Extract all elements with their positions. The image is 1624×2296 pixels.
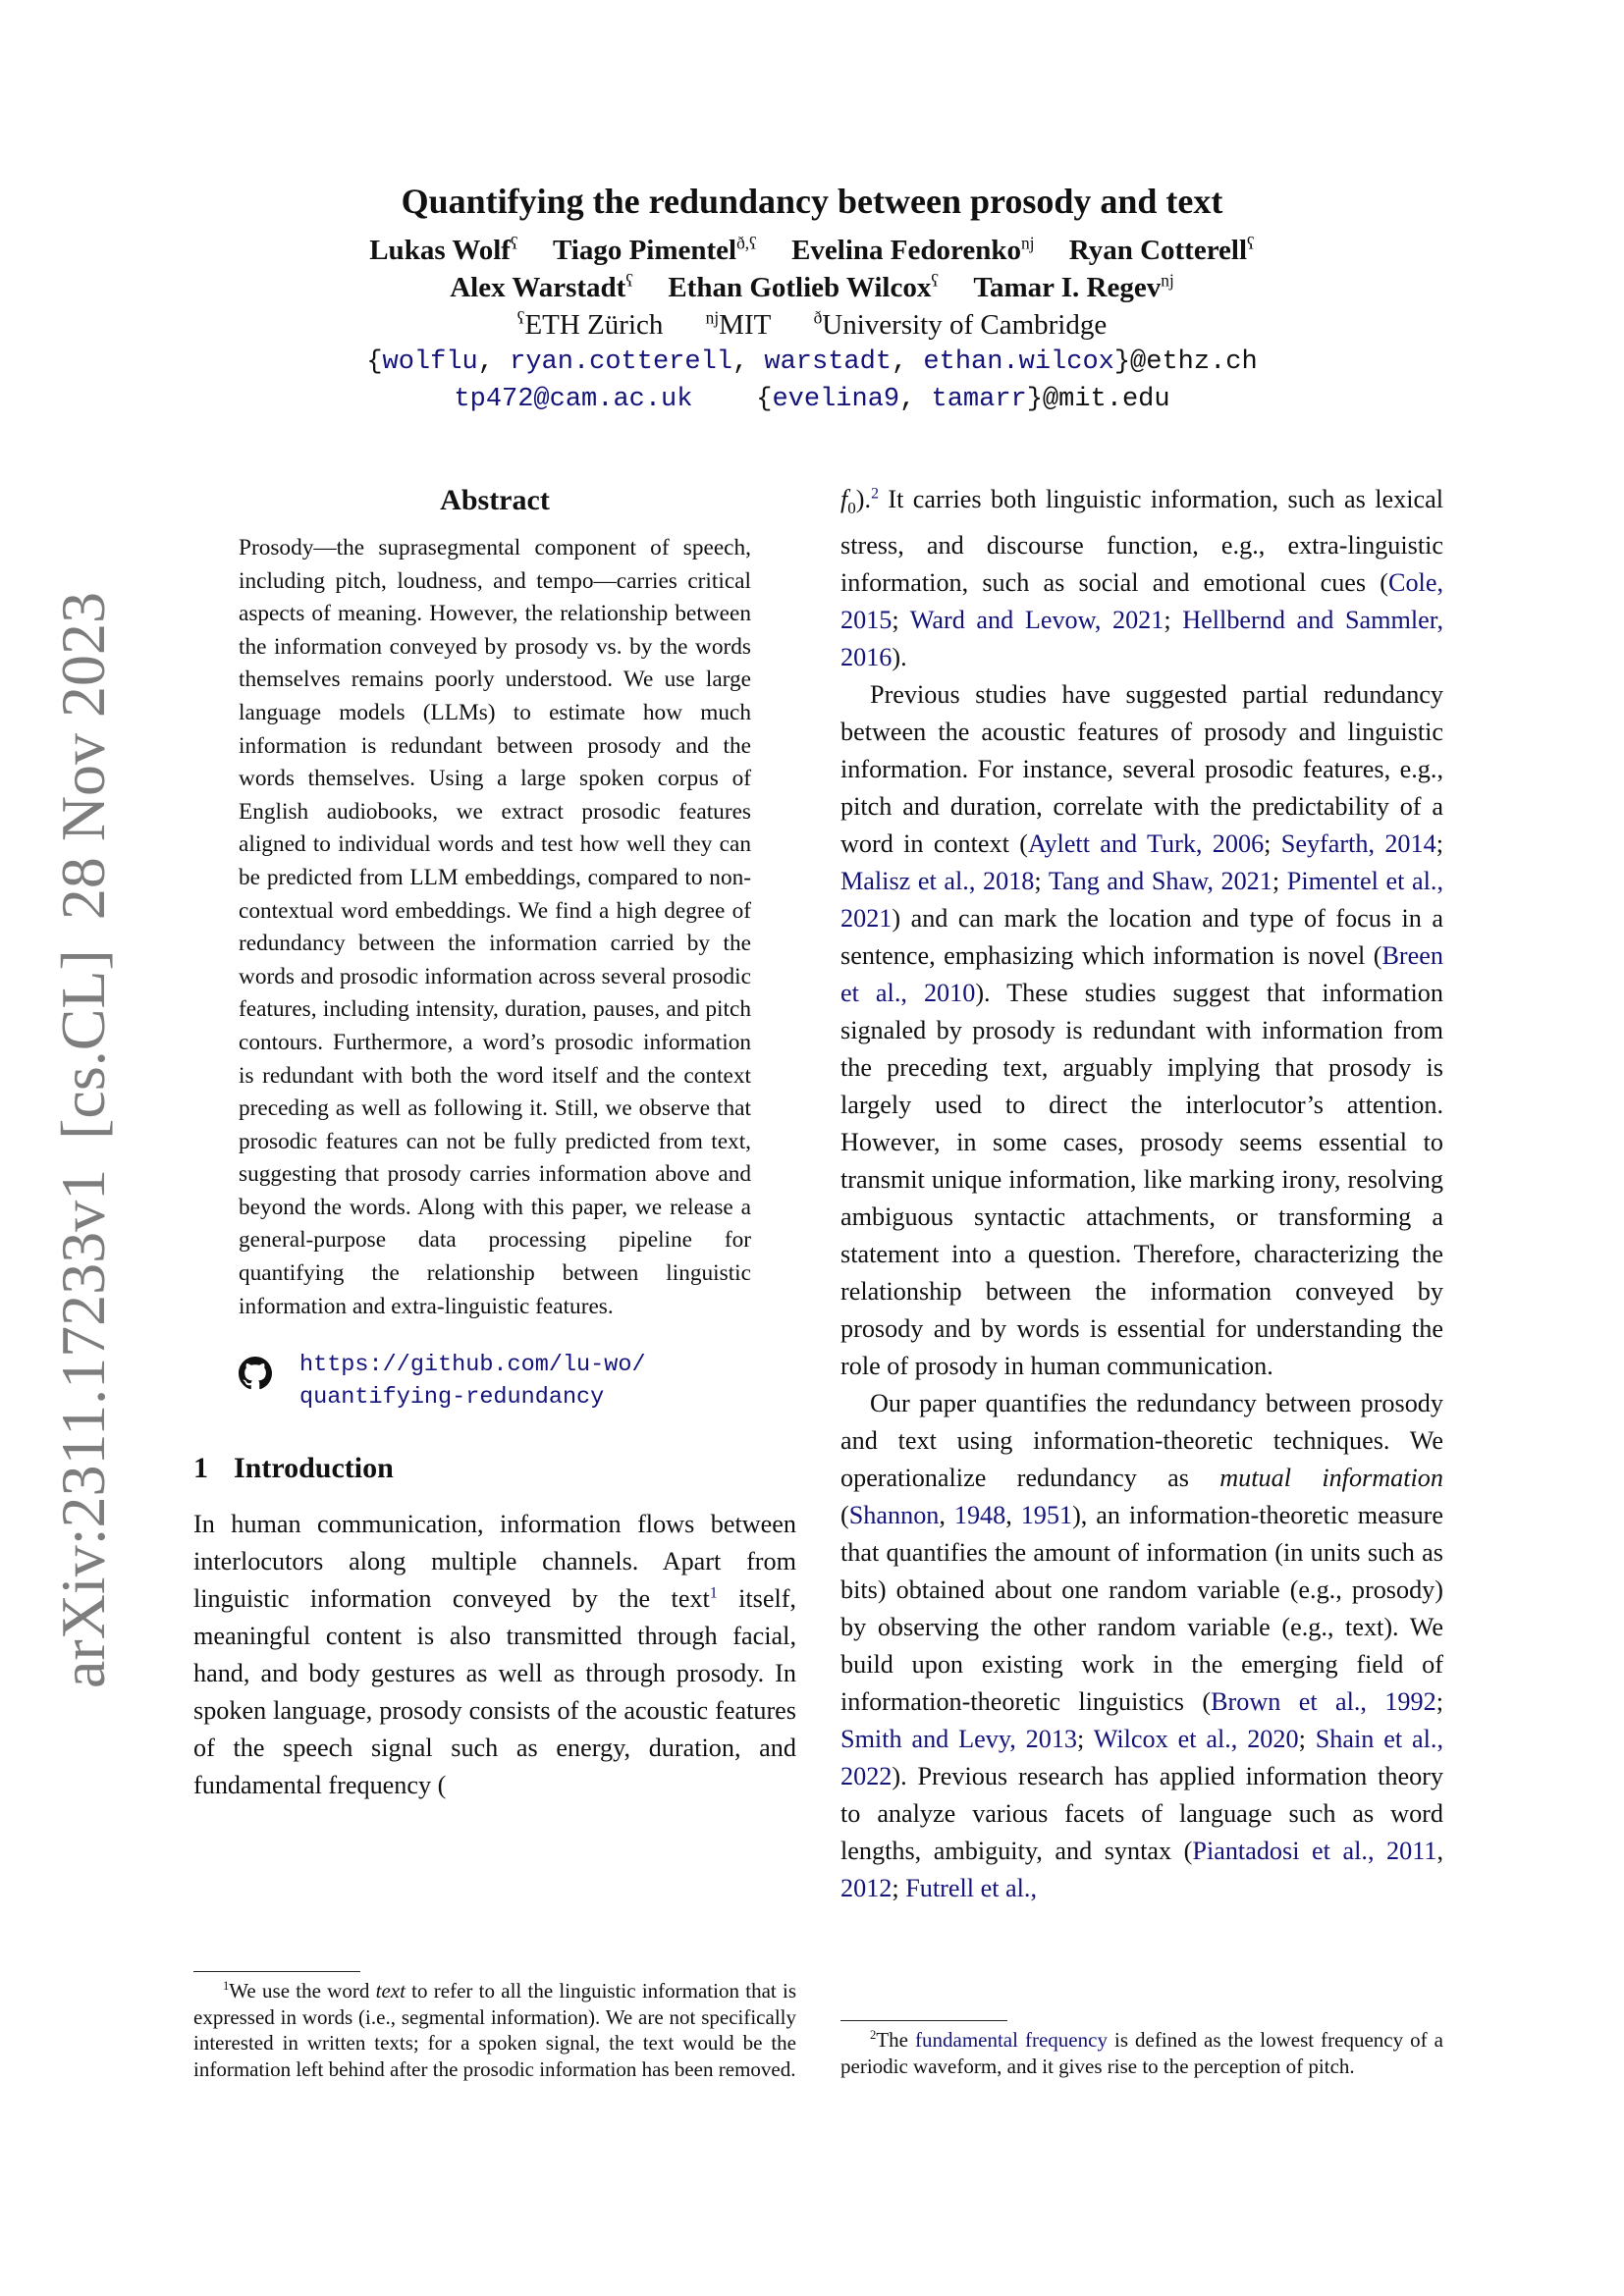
affiliation-mark: ʕ bbox=[1247, 233, 1255, 253]
author: Ethan Gotlieb Wilcox$^ʕ$ bbox=[668, 270, 940, 303]
intro-paragraph-3: Our paper quantifies the redundancy between prosody and text using information-theoretic techniques. We operationalize redundancy as mutual information (Shannon, 1948, 1951), an information-theoretic measure that quantifies the amount of information (in units such as bits) obtained about one random variable (e.g., prosody) by observing the other random variable (e.g., text). We build upon existing work in the emerging field of information-theoretic linguistics (Brown et al., 1992; Smith and Levy, 2013; Wilcox et al., 2020; Shain et al., 2022). Previous research has applied information theory to analyze various facets of language such as word lengths, ambiguity, and syntax (Piantadosi et al., 2011, 2012; Futrell et al., bbox=[840, 1389, 1444, 1903]
author: Lukas Wolf$^ʕ$ bbox=[369, 233, 518, 266]
citation-link[interactable]: Aylett and Turk, 2006 bbox=[1027, 829, 1265, 859]
citation-link[interactable]: Malisz et al., 2018 bbox=[840, 867, 1035, 896]
citation-link[interactable]: Shannon bbox=[848, 1501, 940, 1530]
affiliation: $^ǌ$MIT bbox=[705, 307, 772, 341]
footnote-ref-1[interactable]: 1 bbox=[709, 1584, 718, 1602]
citation-link[interactable]: Piantadosi et al., 2011 bbox=[1192, 1837, 1437, 1866]
email-link[interactable]: tamarr bbox=[931, 385, 1027, 414]
author: Alex Warstadt$^ʕ$ bbox=[450, 270, 634, 303]
section-heading-introduction: 1 Introduction bbox=[193, 1452, 394, 1485]
footnote-2: $^2$The fundamental frequency is defined as the lowest frequency of a periodic waveform, and it gives rise to the perception of pitch. bbox=[840, 2020, 1443, 2079]
abstract-heading: Abstract bbox=[440, 484, 550, 516]
affiliation: $^ð$University of Cambridge bbox=[813, 307, 1108, 341]
footnote-1: $^1$We use the word text to refer to all the linguistic information that is expressed in words (i.e., segmental information). We are not specifically interested in written texts; for a spoken signal, the text would be the information left behind after the prosodic information has been removed. bbox=[193, 1971, 796, 2082]
authors-line-1 bbox=[0, 232, 1624, 269]
affiliation-mark: ǌ bbox=[1021, 233, 1035, 253]
author: Ryan Cotterell$^ʕ$ bbox=[1068, 233, 1255, 266]
intro-paragraph-2: Previous studies have suggested partial redundancy between the acoustic features of prosody and linguistic information. For instance, several prosodic features, e.g., pitch and duration, correlate with the predictability of a word in context (Aylett and Turk, 2006; Seyfarth, 2014; Malisz et al., 2018; Tang and Shaw, 2021; Pimentel et al., 2021) and can mark the location and type of focus in a sentence, emphasizing which information is novel (Breen et al., 2010). These studies suggest that information signaled by prosody is redundant with information from the preceding text, arguably implying that prosody is largely used to direct the interlocutor’s attention. However, in some cases, prosody seems essential to transmit unique information, like marking irony, resolving ambiguous syntactic attachments, or transforming a statement into a question. Therefore, characterizing the relationship between the information conveyed by prosody and by words is essential for understanding the role of prosody in human communication. bbox=[840, 680, 1444, 1381]
footnote-ref-2[interactable]: 2 bbox=[871, 485, 879, 503]
footnote-rule bbox=[193, 1971, 360, 1972]
citation-link[interactable]: Cole, 2015 bbox=[840, 568, 1443, 635]
footnote-rule bbox=[840, 2020, 1007, 2021]
affiliation: $^ʕ$ETH Zürich bbox=[516, 307, 664, 341]
arxiv-category: [cs.CL] bbox=[48, 949, 118, 1140]
arxiv-side-stamp bbox=[29, 591, 137, 1688]
citation-link[interactable]: Wilcox et al., 2020 bbox=[1093, 1725, 1299, 1754]
citation-link[interactable]: Shain et al., 2022 bbox=[840, 1725, 1443, 1791]
affiliation-mark: ð,ʕ bbox=[736, 233, 757, 253]
citation-link[interactable]: Futrell et al., bbox=[905, 1874, 1038, 1903]
paper-header bbox=[0, 177, 1624, 418]
github-link-row bbox=[239, 1349, 751, 1414]
affiliation-mark: ʕ bbox=[625, 270, 634, 291]
citation-link[interactable]: Smith and Levy, 2013 bbox=[840, 1725, 1078, 1754]
citation-link[interactable]: Brown et al., 1992 bbox=[1211, 1687, 1436, 1717]
email-link[interactable]: evelina9 bbox=[772, 385, 900, 414]
email-link[interactable]: ethan.wilcox bbox=[923, 347, 1114, 377]
author: Evelina Fedorenko$^ǌ$ bbox=[791, 233, 1035, 266]
email-link[interactable]: tp472@cam.ac.uk bbox=[454, 385, 693, 414]
email-link[interactable]: warstadt bbox=[764, 347, 893, 377]
citation-link[interactable]: Breen et al., 2010 bbox=[840, 941, 1443, 1008]
citation-link[interactable]: Tang and Shaw, 2021 bbox=[1048, 867, 1272, 896]
github-icon bbox=[239, 1357, 272, 1390]
citation-link[interactable]: 2012 bbox=[840, 1874, 893, 1903]
author: Tiago Pimentel$^{ð,ʕ}$ bbox=[552, 233, 757, 266]
arxiv-id: arXiv:2311.17233v1 bbox=[48, 1168, 118, 1688]
abstract-text: Prosody—the suprasegmental component of speech, including pitch, loudness, and tempo—carries critical aspects of meaning. However, the relationship between the information conveyed by prosody vs. by the words themselves remains poorly understood. We use large language models (LLMs) to estimate how much information is redundant between prosody and the words themselves. Using a large spoken corpus of English audiobooks, we extract prosodic features aligned to individual words and test how well they can be predicted from LLM embeddings, compared to non-contextual word embeddings. We find a high degree of redundancy between the information carried by the words and prosodic information across several prosodic features, including intensity, duration, pauses, and pitch contours. Furthermore, a word’s prosodic information is redundant with both the word itself and the context preceding as well as following it. Still, we observe that prosodic features can not be fully predicted from text, suggesting that prosody carries information above and beyond the words. Along with this paper, we release a general-purpose data processing pipeline for quantifying the relationship between linguistic information and extra-linguistic features. bbox=[239, 535, 751, 1319]
abstract bbox=[239, 481, 751, 1414]
citation-link[interactable]: Hellbernd and Sammler, 2016 bbox=[840, 606, 1443, 672]
author: Tamar I. Regev$^ǌ$ bbox=[973, 270, 1174, 303]
citation-link[interactable]: 1948 bbox=[953, 1501, 1006, 1530]
citation-link[interactable]: 1951 bbox=[1020, 1501, 1073, 1530]
citation-link[interactable]: Pimentel et al., 2021 bbox=[840, 867, 1444, 934]
emails-line-2: tp472@cam.ac.uk {evelina9, tamarr}@mit.edu bbox=[454, 385, 1170, 414]
fundamental-frequency-link[interactable]: fundamental frequency bbox=[915, 2028, 1108, 2052]
citation-link[interactable]: Ward and Levow, 2021 bbox=[909, 606, 1164, 635]
email-link[interactable]: ryan.cotterell bbox=[510, 347, 732, 377]
paper-title: Quantifying the redundancy between prosody and text bbox=[401, 182, 1223, 221]
affiliation-mark: ǌ bbox=[1161, 270, 1174, 291]
authors-line-2 bbox=[0, 269, 1624, 306]
left-column bbox=[193, 481, 796, 1804]
right-column bbox=[840, 481, 1443, 1907]
email-link[interactable]: wolflu bbox=[382, 347, 478, 377]
affiliation-mark: ʕ bbox=[931, 270, 940, 291]
intro-paragraph-1: In human communication, information flows between interlocutors along multiple channels. Apart from linguistic information conveyed by the text$^1$ itself, meaningful content is also transmitted through facial, hand, and body gestures as well as through prosody. In spoken language, prosody consists of the acoustic features of the speech signal such as energy, duration, and fundamental frequency ( bbox=[193, 1510, 796, 1800]
affiliations bbox=[0, 306, 1624, 344]
affiliation-mark: ʕ bbox=[510, 233, 518, 253]
github-repo-link[interactable]: https://github.com/lu-wo/ quantifying-redundancy bbox=[299, 1352, 646, 1412]
intro-paragraph-1-continued: $f_0).^2$ It carries both linguistic information, such as lexical stress, and discourse function, e.g., extra-linguistic information, such as social and emotional cues (Cole, 2015; Ward and Levow, 2021; Hellbernd and Sammler, 2016). bbox=[840, 485, 1443, 672]
citation-link[interactable]: Seyfarth, 2014 bbox=[1280, 829, 1436, 859]
emails-line-1: {wolflu, ryan.cotterell, warstadt, ethan.wilcox}@ethz.ch bbox=[366, 347, 1258, 377]
arxiv-date: 28 Nov 2023 bbox=[48, 591, 118, 921]
